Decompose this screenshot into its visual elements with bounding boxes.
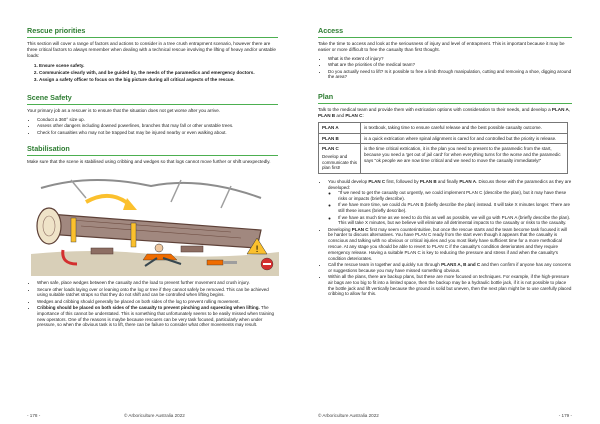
step-item: 3. Assign a safety officer to focus on the big picture during all critical aspects of the rescue. [39,77,278,83]
log-end [37,208,61,244]
cribbing-block [181,246,203,252]
plan-key-note: Develop and communicate this plan first! [322,153,358,171]
list-item: • You should develop PLAN C first, followed by PLAN B and finally PLAN A. Discuss these with the paramedics as they are developed: ◦ "If we need to get the casualty out urgently, we could implement PLAN C (describe the plan), but it may have these risks or impacts (briefly describe). ◦ If we have more time, we could do PLAN B (briefly describe the plan) instead. It will take X minutes longer. There are still these issues (briefly describe). ◦ If we have as much time as we need to do this as well as possible, we will go with PLAN A (briefly describe the plan). This will take X minutes, but we believe will eliminate all detrimental impacts to the casualty or risks to the casualty. [328,179,572,226]
plan-key: PLAN B [319,133,361,144]
plan-key: PLAN C [322,146,339,152]
list-item: • What is the extent of injury? [328,56,572,62]
plan-list [318,179,572,297]
list-item: • Call the rescue team in together and quickly run through PLANS A, B and C and then confirm if anyone has any concerns or suggestions because you may have missed something obvious. [328,262,572,274]
rescue-priorities-heading: Rescue priorities [27,26,278,38]
copyright-footer: © Arboriculture Australia 2022 [124,413,185,418]
plan-desc: is the time critical extrication, it is the plan you need to present to the paramedic from the start, because you need a 'get out of jail card' for when everything turns for the worse and the paramedic says "ok people we are now time critical and we need to move the casualty immediately!" [361,144,568,173]
list-item: • Secure other loads laying over or leaning onto the log or tree if they cannot safely be removed. This can be achieved using suitable ratchet straps so that they do not shift and can be controlled when lifting begins. [37,287,278,299]
plan-key-cell [319,144,361,173]
list-item: • Developing PLAN C first may seem counterintuitive, but once the rescue starts and the team become task focused it will be harder to discuss alternatives. You have PLAN C ready from the start even though it appears that the casualty is conscious and talking with no obvious or critical injuries and you most likely have sufficient time for a more methodical rescue. At any stage you should be able to revert to PLAN C if the casualty's condition deteriorates and they require emergency release. Having a suitable PLAN C is key to reducing the pressure and stress if and when the casualty's condition deteriorates. [328,227,572,262]
page-number: - 179 - [558,413,572,418]
list-item: • Check for casualties who may not be trapped but may be injured nearby or even walking about. [37,130,278,136]
no-entry-sign-icon [261,258,273,270]
list-item: • Assess other dangers including downed powerlines, branches that may fall or other unstable trees. [37,123,278,129]
plan-desc: is a quick extrication where spinal alignment is cared for and controlled but the priority is release. [361,133,568,144]
sub-list-item: ◦ If we have as much time as we need to do this as well as possible, we will go with PLAN A (briefly describe the plan). This will take X minutes, but we believe will eliminate all detrimental impacts to the casualty or risks to the casualty. [338,215,572,227]
list-item: • Conduct a 360° size up. [37,117,278,123]
right-page [300,0,600,424]
list-item: • Wedges and cribbing should generally be placed on both sides of the log to prevent rolling movement. [37,299,278,305]
scene-safety-heading: Scene Safety [27,93,278,105]
scene-safety-intro: Your primary job as a rescuer is to ensure that the situation does not get worse after you arrive. [27,108,221,113]
list-item: • When safe, place wedges between the casualty and the load to prevent further movement and crush injury. [37,280,278,286]
ratchet-strap [71,218,76,242]
table-row [319,123,568,134]
list-item: • Do you actually need to lift? Is it possible to free a limb through manipulation, cutting and removing a shoe, digging around the area? [328,69,572,81]
stabilisation-heading: Stabilisation [27,144,278,156]
plan-sublist [328,190,572,226]
svg-text:!: ! [255,245,259,256]
bold-text: Cribbing should be placed on both sides of the casualty to prevent pinching and squeezing when lifting. [37,305,260,311]
step-item: 2. Communicate clearly with, and be guided by, the needs of the paramedics and emergency doctors. [39,70,278,76]
rescue-priorities-intro: This section will cover a range of factors and actions to consider in a tree crush entrapment scenario, however there are three critical factors to always remember when dealing with a technical rescue involving the lifting of heavy and/or unstable loads: [27,41,276,58]
plan-table [318,122,568,174]
list-item: • Within all the plans, there are backup plans, but these are more focused on techniques. For example, if the high-pressure air bags are too big to fit into a limited space, then the backup may be a hydraulic bottle jack, if it is not possible to place the bottle jack and lift vertically because the ground is solid but uneven, then the next plan might be to use carefully placed cribbing to allow for this. [328,274,572,297]
plan-key: PLAN A [319,123,361,134]
tree-crush-illustration [31,168,279,276]
stabilisation-intro: Make sure that the scene is stabilised using cribbing and wedges so that logs cannot move further or shift unexpectedly. [27,159,271,165]
copyright-footer: © Arboriculture Australia 2022 [318,413,379,418]
page-number: - 178 - [27,413,41,418]
casualty-figure [155,244,163,252]
sub-list-item: ◦ "If we need to get the casualty out urgently, we could implement PLAN C (describe the plan), but it may have these risks or impacts (briefly describe). [338,190,572,202]
cribbing-block [91,248,113,254]
table-row [319,144,568,173]
sub-list-item: ◦ If we have more time, we could do PLAN B (briefly describe the plan) instead. It will take X minutes longer. There are still these issues (briefly describe). [338,202,572,214]
plan-heading: Plan [318,92,572,104]
rescue-priorities-steps [27,63,278,83]
ratchet-strap [131,223,136,247]
list-text: The importance of this cannot be understated. This is something that unfortunately seems to be easily missed when training new operators. One of the reasons is maybe because rescuers can be very task focused, particularly when under pressure, so when the obvious task is to lift, there can be failure to consider what other movements may result. [37,305,275,328]
access-heading: Access [318,26,572,38]
list-item [37,305,278,328]
step-item: 1. Ensure scene safety. [39,63,278,69]
scene-safety-list [27,117,278,135]
access-intro: Take the time to access and look at the seriousness of injury and level of entrapment. This is important because it may be easier or more difficult to free the casualty than first thought. [318,41,565,52]
list-item: • What are the priorities of the medical team? [328,62,572,68]
access-list [318,56,572,80]
plan-intro: Talk to the medical team and provide them with extrication options with consideration to their needs, and develop a PLAN A, PLAN B and PLAN C: [318,107,571,119]
stabilisation-list [27,280,278,328]
chainsaw [207,260,223,265]
plan-desc: is textbook, taking time to ensure careful release and the best possible casualty outcome. [361,123,568,134]
table-row [319,133,568,144]
